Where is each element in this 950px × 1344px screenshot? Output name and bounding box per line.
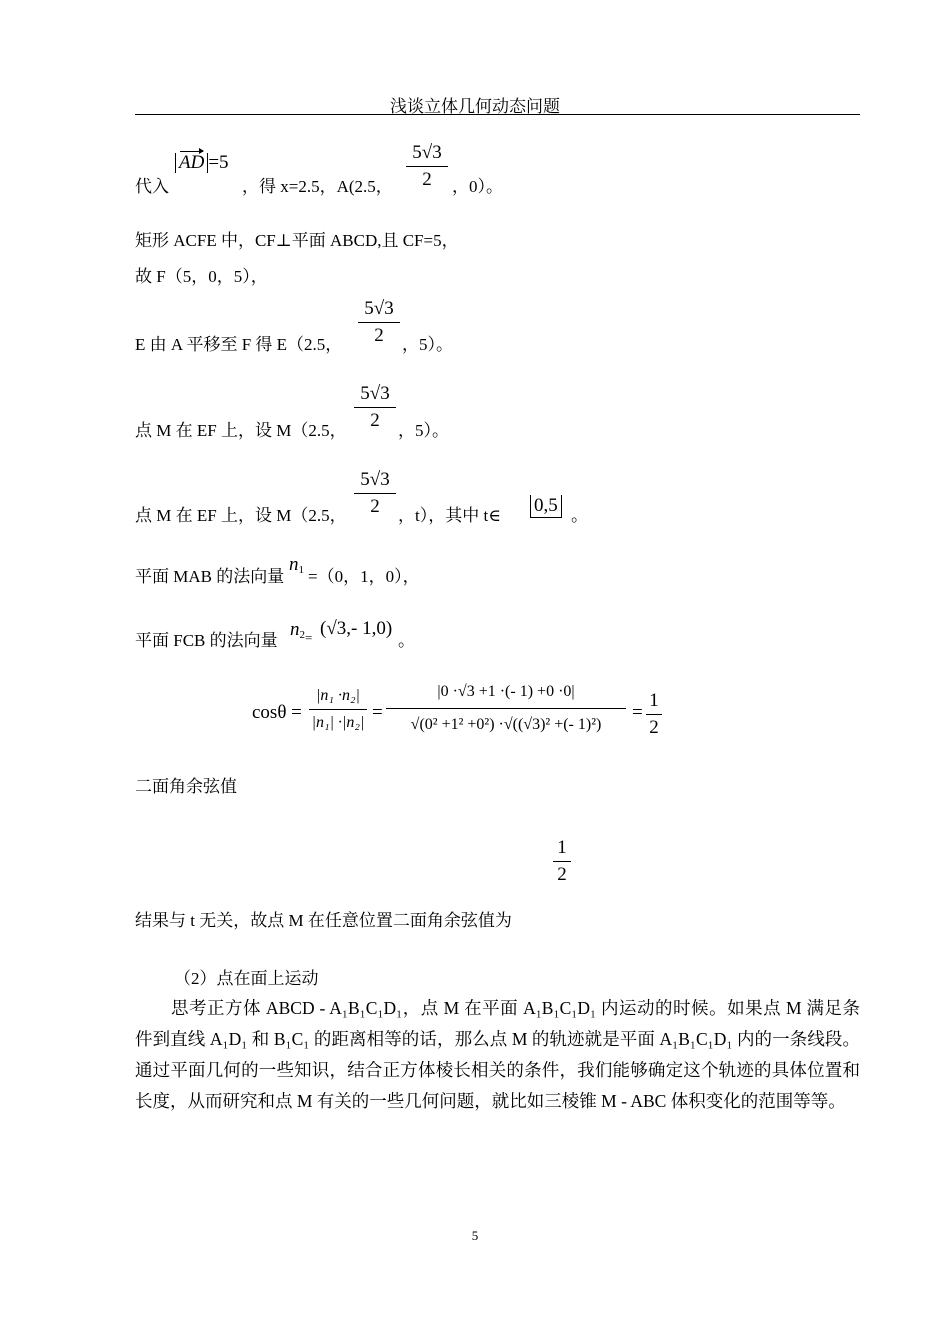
fraction-5root3-over-2-b [358, 297, 400, 348]
n2-sub: 2 [299, 629, 305, 641]
result-den: 2 [649, 717, 659, 738]
formula-fraction-2 [386, 680, 626, 737]
frac1-den: |n₁| ·|n₂| [311, 714, 365, 731]
formula-eq2: = [372, 702, 383, 723]
n2-var: n [290, 619, 300, 640]
frac-den: 2 [370, 496, 380, 517]
vector-ad: AD [179, 152, 205, 173]
frac2-den: √(0² +1² +0²) ·√((√3)² +(- 1)²) [410, 716, 602, 733]
line-result-independent: 结果与 t 无关，故点 M 在任意位置二面角余弦值为 [135, 911, 512, 930]
interval-value: 0,5 [530, 495, 562, 518]
n1-var: n [289, 554, 299, 575]
frac-num: 5√3 [360, 469, 390, 490]
frac-num: 5√3 [412, 142, 442, 163]
half-num: 1 [557, 837, 567, 858]
l5-prefix: 点 M 在 EF 上，设 M（2.5， [135, 421, 347, 440]
l1-prefix: 代入 [135, 177, 169, 196]
line-point-f: 故 F（5，0，5）， [135, 267, 268, 286]
fraction-5root3-over-2-c [354, 382, 396, 433]
frac2-num: |0 ·√3 +1 ·(- 1) +0 ·0| [437, 683, 575, 700]
l7-suffix: =（0，1，0）， [308, 567, 420, 586]
body-paragraph: 思考正方体 ABCD - A₁B₁C₁D₁，点 M 在平面 A₁B₁C₁D₁ 内运动的时候。如果点 M 满足条件到直线 A₁D₁ 和 B₁C₁ 的距离相等的话，那么点 M 的轨迹就是平面 A₁B₁C₁D₁ 内的一条线段。通过平面几何的一些知识，结合正方体棱长相关的条件，我们能够确定这个轨迹的具体位置和长度，从而研究和点 M 有关的一些几何问题，就比如三棱锥 M - ABC 体积变化的范围等等。 [135, 998, 860, 1111]
half-den: 2 [557, 864, 567, 885]
l8-prefix: 平面 FCB 的法向量 [135, 631, 278, 650]
formula-eq3: = [632, 702, 643, 723]
frac-den: 2 [374, 325, 384, 346]
n1-sub: 1 [298, 564, 304, 576]
header-rule [135, 114, 860, 115]
frac-num: 5√3 [360, 383, 390, 404]
fraction-5root3-over-2-a [406, 141, 448, 192]
normal-vector-n2 [290, 619, 305, 641]
fraction-5root3-over-2-d [354, 468, 396, 519]
section-heading-point-on-plane: （2）点在面上运动 [174, 969, 319, 988]
formula-lhs: cosθ = [252, 702, 302, 723]
vector-magnitude-ad [175, 152, 229, 174]
running-header: 浅谈立体几何动态问题 [390, 97, 560, 116]
l6-prefix: 点 M 在 EF 上，设 M（2.5， [135, 506, 347, 525]
l1-eq: =5 [208, 152, 229, 173]
frac-den: 2 [422, 169, 432, 190]
l8-eq: = [305, 630, 313, 645]
l4-prefix: E 由 A 平移至 F 得 E（2.5， [135, 335, 343, 354]
frac-num: 5√3 [364, 298, 394, 319]
result-num: 1 [649, 690, 659, 711]
line-rectangle-acfe: 矩形 ACFE 中，CF⊥平面 ABCD,且 CF=5， [135, 231, 459, 250]
formula-fraction-1 [309, 684, 367, 735]
normal-vector-n1 [289, 554, 304, 576]
page-number: 5 [471, 1228, 479, 1243]
l6-suffix: 。 [571, 506, 588, 525]
l4-suffix: ，5）。 [402, 335, 453, 354]
line-substitute [135, 172, 169, 197]
interval-0-5 [530, 495, 562, 518]
frac1-num: |n₁ ·n₂| [316, 687, 360, 704]
l1-suffix: ，0）。 [452, 177, 503, 196]
n2-value: (√3,- 1,0) [320, 618, 393, 639]
formula-result [646, 689, 662, 740]
l6-mid: ，t），其中 t∈ [398, 506, 501, 525]
l7-prefix: 平面 MAB 的法向量 [135, 567, 285, 586]
l8-suffix: 。 [398, 631, 415, 650]
line-dihedral-cosine: 二面角余弦值 [135, 777, 237, 796]
l5-suffix: ，5）。 [398, 421, 449, 440]
frac-den: 2 [370, 410, 380, 431]
fraction-one-half [553, 836, 571, 887]
l1-mid: ，得 x=2.5，A(2.5， [242, 177, 393, 196]
